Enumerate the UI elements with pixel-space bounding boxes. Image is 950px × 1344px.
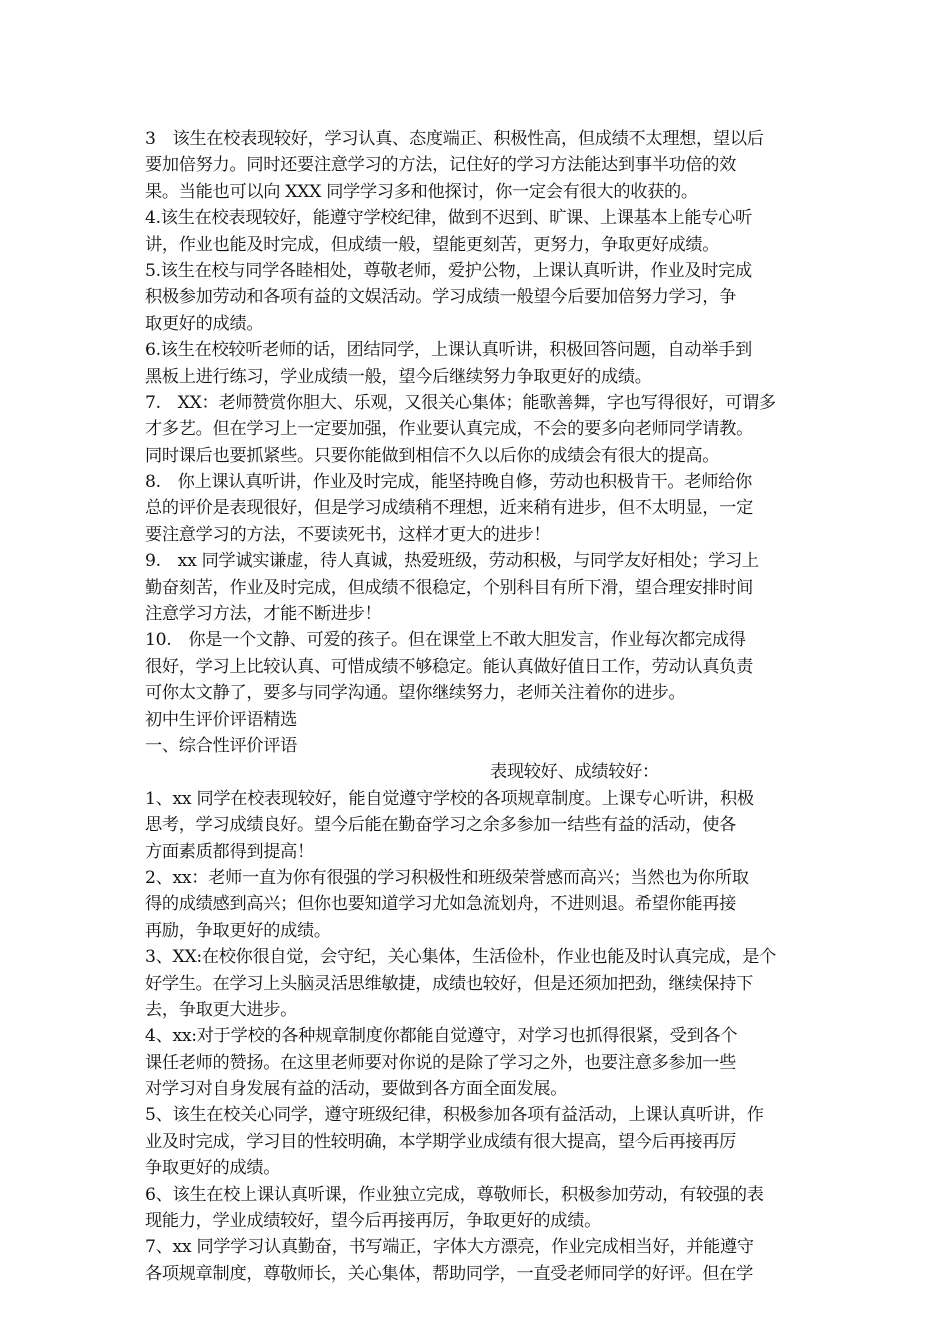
text-line: 1、xx 同学在校表现较好，能自觉遵守学校的各项规章制度。上课专心听讲，积极 — [145, 788, 754, 809]
paragraph — [145, 1023, 813, 1102]
text-line: 对学习对自身发展有益的活动，要做到各方面全面发展。 — [145, 1079, 568, 1100]
text-line: 9. xx 同学诚实谦虚，待人真诚，热爱班级，劳动积极，与同学友好相处；学习上 — [145, 551, 759, 572]
paragraph — [145, 548, 813, 627]
text-line: 要注意学习的方法，不要读死书，这样才更大的进步！ — [145, 524, 551, 545]
paragraph — [145, 469, 813, 548]
text-line: 方面素质都得到提高！ — [145, 841, 314, 862]
paragraph — [145, 205, 813, 258]
text-line: 6、该生在校上课认真听课，作业独立完成，尊敬师长，积极参加劳动，有较强的表 — [145, 1184, 764, 1205]
text-line: 3、XX:在校你很自觉，会守纪，关心集体，生活俭朴，作业也能及时认真完成，是个 — [145, 947, 777, 968]
text-line: 5、该生在校关心同学，遵守班级纪律，积极参加各项有益活动，上课认真听讲，作 — [145, 1105, 764, 1126]
paragraph — [145, 707, 813, 733]
text-line: 去，争取更大进步。 — [145, 999, 297, 1020]
text-line: 4.该生在校表现较好，能遵守学校纪律，做到不迟到、旷课、上课基本上能专心听 — [145, 208, 752, 229]
section-subheading — [145, 759, 813, 785]
document-page — [145, 126, 813, 1287]
text-line: 思考，学习成绩良好。望今后能在勤奋学习之余多参加一结些有益的活动，使各 — [145, 815, 737, 836]
text-line: 讲，作业也能及时完成，但成绩一般，望能更刻苦，更努力，争取更好成绩。 — [145, 234, 720, 255]
text-line: 才多艺。但在学习上一定要加强，作业要认真完成，不会的要多向老师同学请教。 — [145, 419, 753, 440]
text-line: 可你太文静了，要多与同学沟通。望你继续努力，老师关注着你的进步。 — [145, 683, 686, 704]
text-line: 业及时完成，学习目的性较明确，本学期学业成绩有很大提高，望今后再接再厉 — [145, 1131, 737, 1152]
text-line: 7. XX：老师赞赏你胆大、乐观，又很关心集体；能歌善舞，字也写得很好，可谓多 — [145, 392, 776, 413]
text-line: 总的评价是表现很好，但是学习成绩稍不理想，近来稍有进步，但不太明显，一定 — [145, 498, 753, 519]
paragraph — [145, 786, 813, 865]
paragraph — [145, 390, 813, 469]
text-line: 表现较好、成绩较好： — [490, 762, 659, 783]
text-line: 积极参加劳动和各项有益的文娱活动。学习成绩一般望今后要加倍努力学习，争 — [145, 287, 737, 308]
text-line: 注意学习方法，才能不断进步！ — [145, 604, 382, 625]
text-line: 争取更好的成绩。 — [145, 1158, 281, 1179]
text-line: 再励，争取更好的成绩。 — [145, 920, 331, 941]
paragraph — [145, 1102, 813, 1181]
text-line: 勤奋刻苦，作业及时完成，但成绩不很稳定，个别科目有所下滑，望合理安排时间 — [145, 577, 753, 598]
paragraph — [145, 944, 813, 1023]
text-line: 现能力，学业成绩较好，望今后再接再厉，争取更好的成绩。 — [145, 1211, 601, 1232]
text-line: 4、xx:对于学校的各种规章制度你都能自觉遵守，对学习也抓得很紧，受到各个 — [145, 1026, 738, 1047]
text-line: 课任老师的赞扬。在这里老师要对你说的是除了学习之外，也要注意多参加一些 — [145, 1052, 737, 1073]
text-line: 好学生。在学习上头脑灵活思维敏捷，成绩也较好，但是还须加把劲，继续保持下 — [145, 973, 753, 994]
text-line: 很好，学习上比较认真、可惜成绩不够稳定。能认真做好值日工作，劳动认真负责 — [145, 656, 753, 677]
text-line: 各项规章制度，尊敬师长，关心集体，帮助同学，一直受老师同学的好评。但在学 — [145, 1263, 753, 1284]
text-line: 初中生评价评语精选 — [145, 709, 297, 730]
paragraph — [145, 337, 813, 390]
text-line: 同时课后也要抓紧些。只要你能做到相信不久以后你的成绩会有很大的提高。 — [145, 445, 720, 466]
text-line: 10. 你是一个文静、可爱的孩子。但在课堂上不敢大胆发言，作业每次都完成得 — [145, 630, 746, 651]
text-line: 取更好的成绩。 — [145, 313, 264, 334]
text-line: 果。当能也可以向 XXX 同学学习多和他探讨，你一定会有很大的收获的。 — [145, 181, 698, 202]
text-line: 7、xx 同学学习认真勤奋，书写端正，字体大方漂亮，作业完成相当好，并能遵守 — [145, 1237, 754, 1258]
text-line: 5.该生在校与同学各睦相处，尊敬老师，爱护公物，上课认真听讲，作业及时完成 — [145, 260, 752, 281]
paragraph — [145, 865, 813, 944]
paragraph — [145, 126, 813, 205]
text-line: 黑板上进行练习，学业成绩一般，望今后继续努力争取更好的成绩。 — [145, 366, 652, 387]
text-line: 8. 你上课认真听讲，作业及时完成，能坚持晚自修，劳动也积极肯干。老师给你 — [145, 472, 752, 493]
paragraph — [145, 1182, 813, 1235]
text-line: 一、综合性评价评语 — [145, 735, 297, 756]
text-line: 得的成绩感到高兴；但你也要知道学习尤如急流划舟，不进则退。希望你能再接 — [145, 894, 737, 915]
paragraph — [145, 733, 813, 759]
paragraph — [145, 1234, 813, 1287]
text-line: 6.该生在校较听老师的话，团结同学，上课认真听讲，积极回答问题，自动举手到 — [145, 340, 752, 361]
paragraph — [145, 258, 813, 337]
text-line: 3 该生在校表现较好，学习认真、态度端正、积极性高，但成绩不太理想，望以后 — [145, 129, 764, 149]
paragraph — [145, 627, 813, 706]
text-line: 要加倍努力。同时还要注意学习的方法，记住好的学习方法能达到事半功倍的效 — [145, 155, 737, 176]
text-line: 2、xx：老师一直为你有很强的学习积极性和班级荣誉感而高兴；当然也为你所取 — [145, 867, 749, 888]
